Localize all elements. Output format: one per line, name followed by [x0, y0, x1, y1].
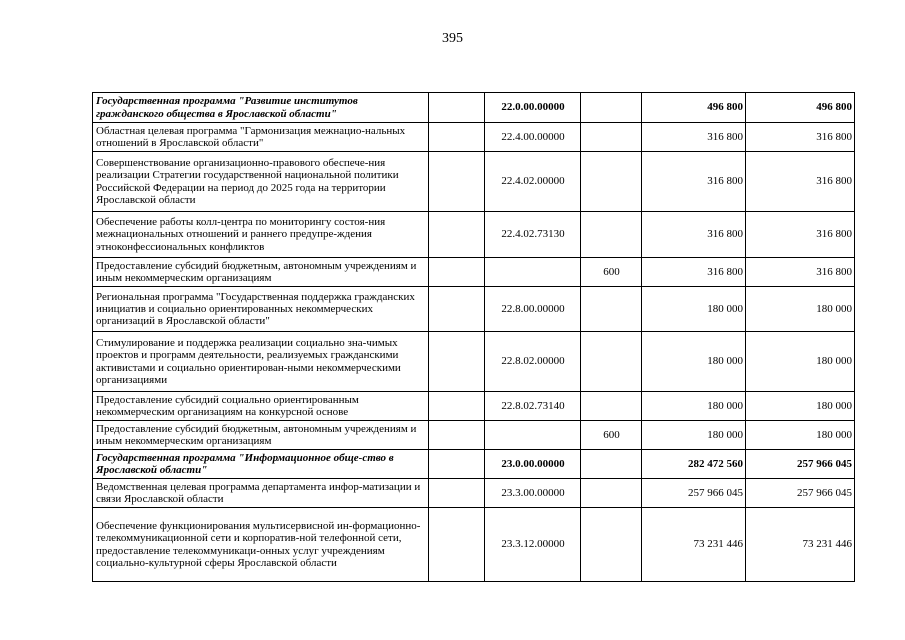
amount-year2-cell: 316 800 — [746, 258, 855, 287]
amount-year2-cell: 316 800 — [746, 212, 855, 258]
table-row — [93, 152, 855, 212]
row-name-cell: Государственная программа "Развитие институтов гражданского общества в Ярославской области" — [93, 93, 429, 123]
target-code-cell: 23.3.12.00000 — [485, 508, 581, 582]
row-name-cell: Стимулирование и поддержка реализации социально зна-чимых проектов и программ деятельности, реализуемых гражданскими активистами и социально ориентирован-ными некоммерческими организациями — [93, 332, 429, 392]
row-name-cell: Обеспечение функционирования мультисервисной ин-формационно-телекоммуникационной сети и корпоратив-ной телефонной сети, предоставление телекоммуникаци-онных услуг учреждениям социально-культурной сферы Ярославской области — [93, 508, 429, 582]
target-code-cell — [485, 258, 581, 287]
table-row — [93, 93, 855, 123]
amount-year2-cell: 257 966 045 — [746, 479, 855, 508]
target-code-cell: 23.3.00.00000 — [485, 479, 581, 508]
amount-year1-cell: 73 231 446 — [642, 508, 746, 582]
row-name-cell: Ведомственная целевая программа департамента инфор-матизации и связи Ярославской области — [93, 479, 429, 508]
table-row — [93, 212, 855, 258]
amount-year2-cell: 180 000 — [746, 392, 855, 421]
amount-year1-cell: 180 000 — [642, 392, 746, 421]
amount-year1-cell: 316 800 — [642, 152, 746, 212]
expense-type-cell — [581, 450, 642, 479]
amount-year2-cell: 496 800 — [746, 93, 855, 123]
amount-year1-cell: 180 000 — [642, 332, 746, 392]
expense-type-cell — [581, 93, 642, 123]
blank-cell — [429, 287, 485, 332]
table-row — [93, 479, 855, 508]
expense-type-cell — [581, 508, 642, 582]
table-row — [93, 450, 855, 479]
expense-type-cell — [581, 212, 642, 258]
amount-year2-cell: 180 000 — [746, 421, 855, 450]
table-row — [93, 421, 855, 450]
expense-type-cell — [581, 479, 642, 508]
expense-type-cell: 600 — [581, 421, 642, 450]
row-name-cell: Предоставление субсидий бюджетным, автономным учреждениям и иным некоммерческим организациям — [93, 421, 429, 450]
blank-cell — [429, 450, 485, 479]
amount-year1-cell: 496 800 — [642, 93, 746, 123]
amount-year1-cell: 316 800 — [642, 212, 746, 258]
target-code-cell: 22.8.02.00000 — [485, 332, 581, 392]
blank-cell — [429, 123, 485, 152]
budget-table-body — [93, 93, 855, 582]
row-name-cell: Государственная программа "Информационное обще-ство в Ярославской области" — [93, 450, 429, 479]
budget-table — [92, 92, 855, 582]
amount-year2-cell: 316 800 — [746, 123, 855, 152]
target-code-cell: 22.0.00.00000 — [485, 93, 581, 123]
amount-year1-cell: 282 472 560 — [642, 450, 746, 479]
table-row — [93, 123, 855, 152]
blank-cell — [429, 212, 485, 258]
expense-type-cell — [581, 287, 642, 332]
target-code-cell: 22.4.02.00000 — [485, 152, 581, 212]
amount-year1-cell: 180 000 — [642, 287, 746, 332]
expense-type-cell: 600 — [581, 258, 642, 287]
expense-type-cell — [581, 332, 642, 392]
table-row — [93, 332, 855, 392]
blank-cell — [429, 93, 485, 123]
row-name-cell: Совершенствование организационно-правового обеспече-ния реализации Стратегии государственной национальной политики Российской Федерации на период до 2025 года на территории Ярославской области — [93, 152, 429, 212]
table-row — [93, 287, 855, 332]
amount-year1-cell: 257 966 045 — [642, 479, 746, 508]
table-row — [93, 258, 855, 287]
target-code-cell: 22.8.00.00000 — [485, 287, 581, 332]
row-name-cell: Предоставление субсидий бюджетным, автономным учреждениям и иным некоммерческим организациям — [93, 258, 429, 287]
amount-year2-cell: 73 231 446 — [746, 508, 855, 582]
blank-cell — [429, 332, 485, 392]
amount-year2-cell: 180 000 — [746, 332, 855, 392]
blank-cell — [429, 508, 485, 582]
target-code-cell: 22.8.02.73140 — [485, 392, 581, 421]
blank-cell — [429, 479, 485, 508]
expense-type-cell — [581, 392, 642, 421]
amount-year2-cell: 257 966 045 — [746, 450, 855, 479]
amount-year2-cell: 316 800 — [746, 152, 855, 212]
amount-year2-cell: 180 000 — [746, 287, 855, 332]
target-code-cell: 22.4.02.73130 — [485, 212, 581, 258]
amount-year1-cell: 180 000 — [642, 421, 746, 450]
blank-cell — [429, 421, 485, 450]
amount-year1-cell: 316 800 — [642, 123, 746, 152]
expense-type-cell — [581, 123, 642, 152]
blank-cell — [429, 258, 485, 287]
table-row — [93, 392, 855, 421]
table-row — [93, 508, 855, 582]
target-code-cell: 23.0.00.00000 — [485, 450, 581, 479]
amount-year1-cell: 316 800 — [642, 258, 746, 287]
row-name-cell: Предоставление субсидий социально ориентированным некоммерческим организациям на конкурсной основе — [93, 392, 429, 421]
row-name-cell: Обеспечение работы колл-центра по мониторингу состоя-ния межнациональных отношений и раннего предупре-ждения этноконфессиональных конфликтов — [93, 212, 429, 258]
target-code-cell: 22.4.00.00000 — [485, 123, 581, 152]
blank-cell — [429, 152, 485, 212]
blank-cell — [429, 392, 485, 421]
expense-type-cell — [581, 152, 642, 212]
row-name-cell: Региональная программа "Государственная поддержка гражданских инициатив и социально ориентированных некоммерческих организаций в Ярославской области" — [93, 287, 429, 332]
row-name-cell: Областная целевая программа "Гармонизация межнацио-нальных отношений в Ярославской области" — [93, 123, 429, 152]
page-number: 395 — [442, 31, 463, 46]
target-code-cell — [485, 421, 581, 450]
